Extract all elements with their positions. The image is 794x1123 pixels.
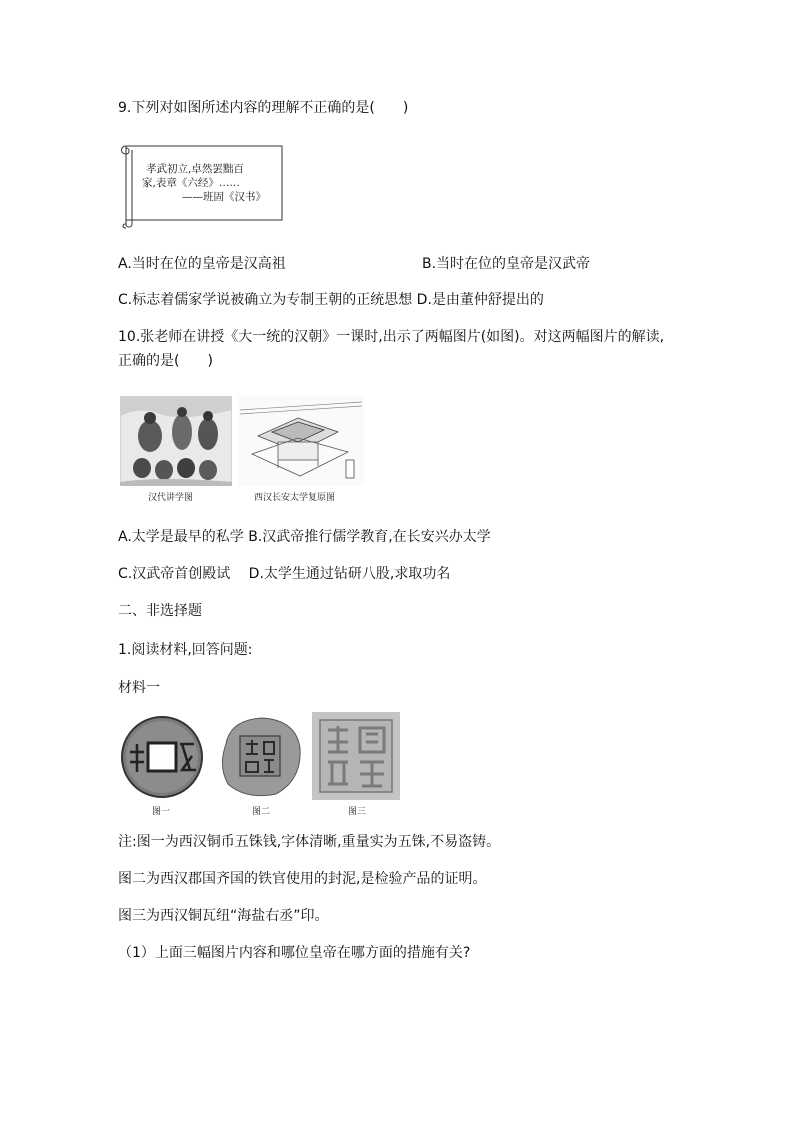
- q10-option-cd: C.汉武帝首创殿试 D.太学生通过钻研八股,求取功名: [118, 566, 451, 582]
- bronze-seal-image: [312, 712, 400, 800]
- q9-option-a: A.当时在位的皇帝是汉高祖: [118, 256, 286, 272]
- note-1: 注:图一为西汉铜币五铢钱,字体清晰,重量实为五铢,不易盗铸。: [118, 834, 501, 850]
- caption-lecture: 汉代讲学图: [148, 493, 194, 503]
- note-2: 图二为西汉郡国齐国的铁官使用的封泥,是检验产品的证明。: [118, 871, 487, 887]
- q9-option-b: B.当时在位的皇帝是汉武帝: [422, 256, 591, 272]
- q10-option-ab: A.太学是最早的私学 B.汉武帝推行儒学教育,在长安兴办太学: [118, 529, 491, 545]
- q1-stem: 1.阅读材料,回答问题:: [118, 642, 253, 658]
- quote-source: ——班固《汉书》: [182, 191, 266, 203]
- clay-seal-image: [216, 714, 304, 800]
- scroll-figure: [118, 138, 286, 230]
- note-3: 图三为西汉铜瓦纽“海盐右丞”印。: [118, 908, 329, 924]
- section-heading: 二、非选择题: [118, 603, 202, 619]
- caption-taixue: 西汉长安太学复原图: [254, 493, 336, 503]
- clay-seal-picture: [216, 714, 304, 800]
- han-lecture-picture: [120, 396, 232, 486]
- sub-question-1: （1）上面三幅图片内容和哪位皇帝在哪方面的措施有关?: [118, 945, 471, 961]
- quote-line-2: 家,表章《六经》……: [142, 177, 240, 189]
- caption-fig2: 图二: [252, 807, 271, 817]
- wuzhu-coin-picture: [120, 714, 204, 800]
- caption-fig1: 图一: [152, 807, 171, 817]
- bronze-seal-impression-picture: [312, 712, 400, 800]
- q9-option-cd: C.标志着儒家学说被确立为专制王朝的正统思想 D.是由董仲舒提出的: [118, 292, 544, 308]
- q9-stem: 9.下列对如图所述内容的理解不正确的是( ): [118, 100, 409, 116]
- quote-line-1: 孝武初立,卓然罢黜百: [146, 163, 244, 175]
- q10-stem-line1: 10.张老师在讲授《大一统的汉朝》一课时,出示了两幅图片(如图)。对这两幅图片的解读,: [118, 329, 665, 345]
- coin-image: [120, 714, 204, 800]
- caption-fig3: 图三: [348, 807, 367, 817]
- taixue-reconstruction-picture: [238, 396, 364, 486]
- material-label: 材料一: [118, 680, 160, 696]
- taixue-image: [238, 396, 364, 486]
- lecture-image: [120, 396, 232, 486]
- q10-stem-line2: 正确的是( ): [118, 353, 213, 369]
